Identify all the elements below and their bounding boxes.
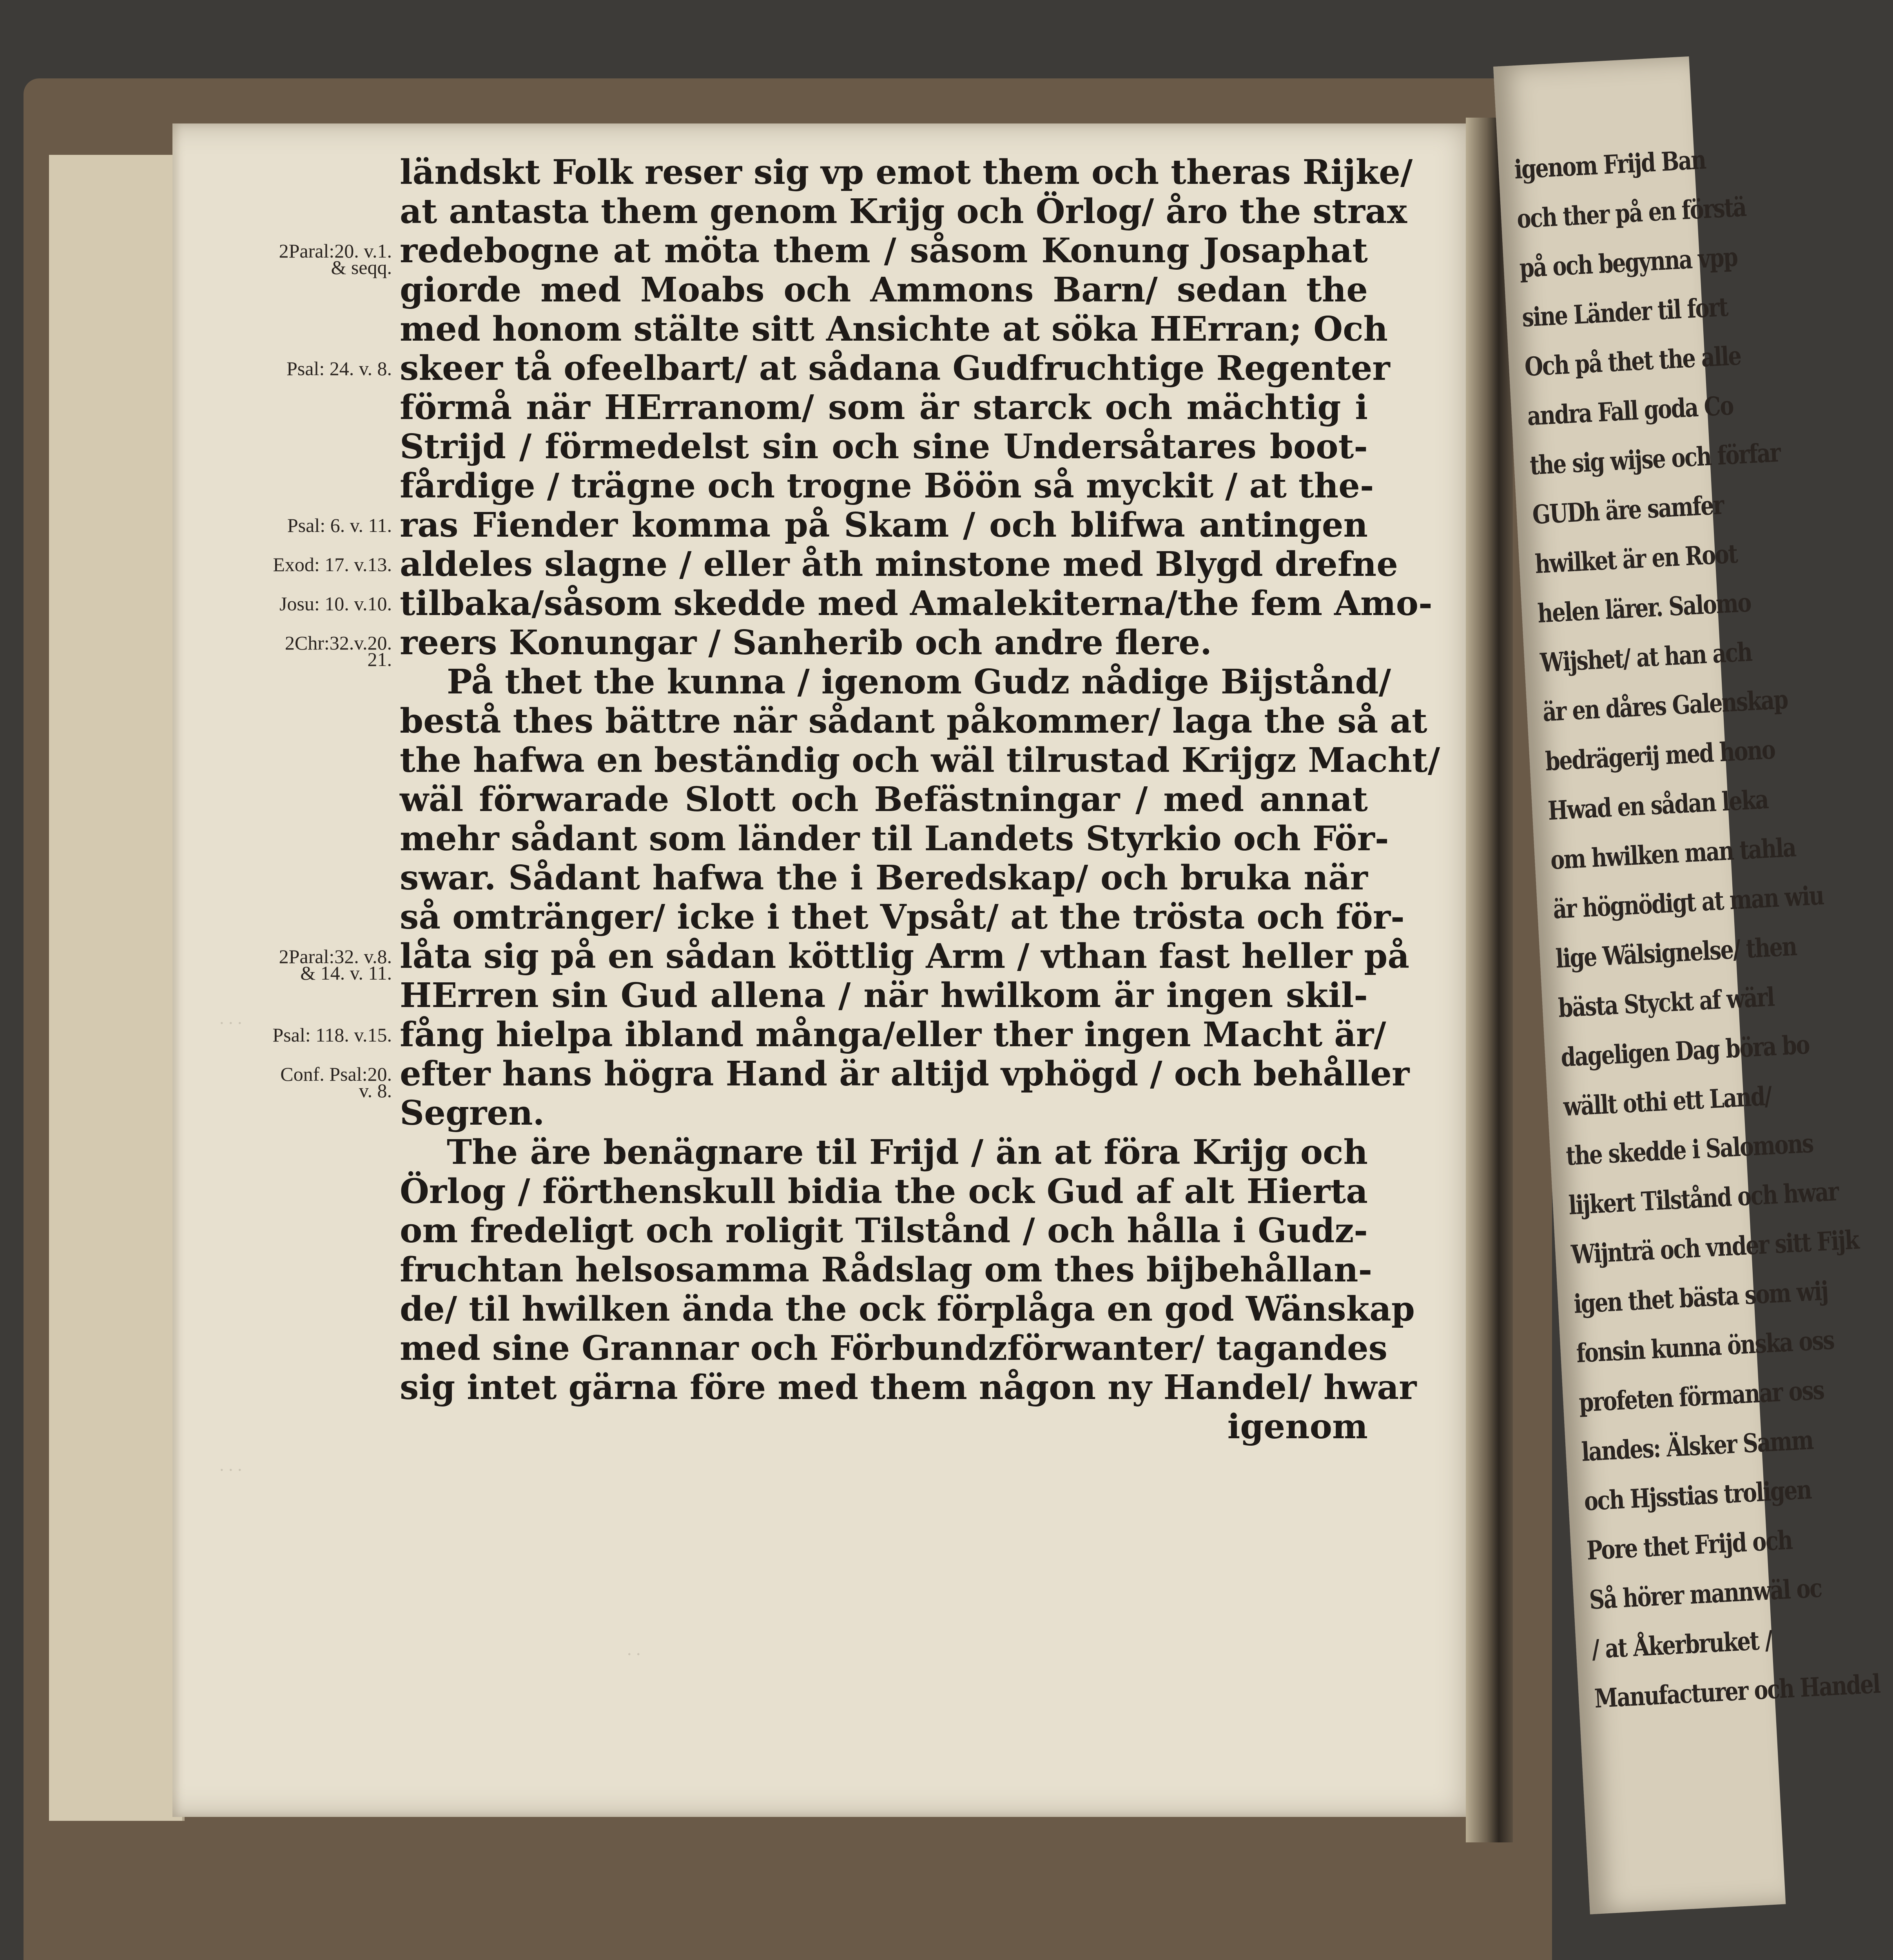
facing-text-line: Och på thet the alle — [1524, 340, 1742, 382]
margin-note: Psal: 6. v. 11. — [287, 514, 392, 536]
margin-note: Exod: 17. v.13. — [273, 554, 392, 575]
facing-text-line: andra Fall goda Co — [1526, 390, 1734, 432]
facing-text-line: om hwilken man tahla — [1550, 832, 1797, 876]
margin-note: Conf. Psal:20. — [280, 1063, 392, 1085]
catchword: igenom — [1227, 1407, 1368, 1446]
text-line: de/ til hwilken ända the ock förplåga en god Wänskap — [400, 1289, 1415, 1329]
facing-text-line: Hwad en sådan leka — [1547, 784, 1769, 826]
facing-text-line: fonsin kunna önska oss — [1576, 1325, 1835, 1369]
facing-text-line: Wijshet/ at han ach — [1539, 636, 1753, 678]
margin-note: 2Paral:20. v.1. — [279, 240, 392, 262]
margin-note: v. 8. — [359, 1080, 392, 1102]
facing-text-line: dageligen Dag böra bo — [1560, 1029, 1810, 1073]
text-line: mehr sådant som länder til Landets Styrkio och För- — [400, 819, 1389, 858]
text-line: förmå när HErranom/ som är starck och mächtig i — [400, 388, 1368, 427]
text-line: fårdige / trägne och trogne Böön så myckit / at the- — [400, 466, 1374, 506]
text-line: fruchtan helsosamma Rådslag om thes bijbehållan- — [400, 1250, 1373, 1290]
margin-note: 2Paral:32. v.8. — [279, 946, 392, 967]
text-line: redebogne at möta them / såsom Konung Josaphat — [400, 231, 1368, 270]
facing-text-line: sine Länder til fort — [1521, 291, 1728, 333]
facing-text-line: är högnödigt at man wiu — [1552, 880, 1824, 925]
text-line: reers Konungar / Sanherib och andre flere. — [400, 623, 1212, 662]
facing-text-line: lijkert Tilstånd och hwar — [1568, 1176, 1839, 1221]
text-line: giorde med Moabs och Ammons Barn/ sedan the — [400, 270, 1368, 310]
text-line: fång hielpa ibland många/eller ther ingen Macht är/ — [400, 1015, 1386, 1054]
facing-text-line: bedrägerij med hono — [1544, 734, 1776, 777]
text-line: skeer tå ofeelbart/ at sådana Gudfruchtige Regenter — [400, 348, 1390, 388]
facing-text-line: är en dåres Galenskap — [1542, 684, 1788, 728]
text-line: efter hans högra Hand är altijd vphögd / och behåller — [400, 1054, 1410, 1094]
text-line: the hafwa en beständig och wäl tilrustad Krijgz Macht/ — [400, 740, 1440, 780]
facing-text-line: landes: Älsker Samm — [1581, 1425, 1814, 1468]
margin-note: Psal: 118. v.15. — [272, 1024, 392, 1046]
facing-text-line: profeten förmanar oss — [1578, 1374, 1825, 1418]
page-edges — [49, 155, 185, 1821]
facing-text-line: Så hörer mannwäl oc — [1588, 1572, 1822, 1615]
text-line: om fredeligt och roligit Tilstånd / och hålla i Gudz- — [400, 1211, 1368, 1250]
facing-text-line: lige Wälsignelse/ then — [1555, 931, 1797, 974]
text-line: aldeles slagne / eller åth minstone med Blygd drefne — [400, 544, 1398, 584]
text-line: så omtränger/ icke i thet Vpsåt/ at the trösta och för- — [400, 897, 1405, 937]
facing-text-line: hwilket är en Root — [1534, 538, 1738, 580]
text-line: swar. Sådant hafwa the i Beredskap/ och bruka när — [400, 858, 1368, 898]
margin-note: 21. — [367, 648, 392, 670]
book-gutter — [1466, 118, 1513, 1842]
facing-text-line: the skedde i Salomons — [1565, 1128, 1814, 1172]
text-line: bestå thes bättre när sådant påkommer/ laga the så at — [400, 701, 1427, 741]
facing-text-line: the sig wijse och förfar — [1529, 437, 1781, 481]
text-line: låta sig på en sådan köttlig Arm / vthan fast heller på — [400, 936, 1410, 976]
margin-note: Josu: 10. v.10. — [279, 593, 392, 615]
margin-note: 2Chr:32.v.20. — [285, 632, 392, 654]
facing-text-line: wällt othi ett Land/ — [1563, 1080, 1772, 1122]
text-line: sig intet gärna före med them någon ny Handel/ hwar — [400, 1368, 1417, 1407]
show-through-ink: . . . — [219, 1008, 242, 1028]
text-line: På thet the kunna / igenom Gudz nådige Bijstånd/ — [447, 662, 1391, 702]
text-line: med sine Grannar och Förbundzförwanter/ tagandes — [400, 1328, 1388, 1368]
margin-note: Psal: 24. v. 8. — [286, 358, 392, 379]
facing-text-line: och Hjsstias troligen — [1583, 1474, 1812, 1517]
facing-text-line: igenom Frijd Ban — [1513, 144, 1706, 185]
text-line: ras Fiender komma på Skam / och blifwa antingen — [400, 505, 1368, 545]
text-line: med honom stälte sitt Ansichte at söka HErran; Och — [400, 309, 1388, 349]
text-line: Örlog / förthenskull bidia the ock Gud af alt Hierta — [400, 1172, 1368, 1211]
text-line: The äre benägnare til Frijd / än at föra Krijg och — [447, 1132, 1368, 1172]
facing-text-line: igen thet bästa som wij — [1573, 1275, 1829, 1319]
text-line: ländskt Folk reser sig vp emot them och theras Rijke/ — [400, 152, 1413, 192]
show-through-ink: . . — [627, 1639, 641, 1659]
facing-text-line: helen lärer. Salomo — [1537, 587, 1752, 629]
show-through-ink: . . . — [219, 1455, 242, 1475]
facing-text-line: / at Åkerbruket / — [1591, 1624, 1773, 1665]
margin-note: & seqq. — [331, 256, 392, 278]
facing-text-line: Wijnträ och vnder sitt Fijk — [1570, 1224, 1859, 1270]
text-line: tilbaka/såsom skedde med Amalekiterna/the fem Amo- — [400, 584, 1432, 623]
facing-text-line: GUDh äre samfer — [1531, 489, 1724, 530]
facing-text-line: och ther på en förstä — [1516, 191, 1747, 234]
margin-note: & 14. v. 11. — [300, 962, 392, 984]
facing-text-line: på och begynna vpp — [1518, 241, 1738, 284]
text-line: HErren sin Gud allena / när hwilkom är ingen skil- — [400, 976, 1368, 1015]
text-line: wäl förwarade Slott och Befästningar / med annat — [400, 780, 1368, 819]
text-line: at antasta them genom Krijg och Örlog/ åro the strax — [400, 192, 1407, 231]
text-line: Segren. — [400, 1093, 545, 1133]
facing-text-line: bästa Styckt af wärl — [1557, 981, 1775, 1024]
facing-text-line: Pore thet Frijd och — [1586, 1524, 1793, 1566]
facing-text-line: Manufacturer och Handel — [1594, 1668, 1880, 1714]
text-line: Strijd / förmedelst sin och sine Undersåtares boot- — [400, 427, 1368, 466]
